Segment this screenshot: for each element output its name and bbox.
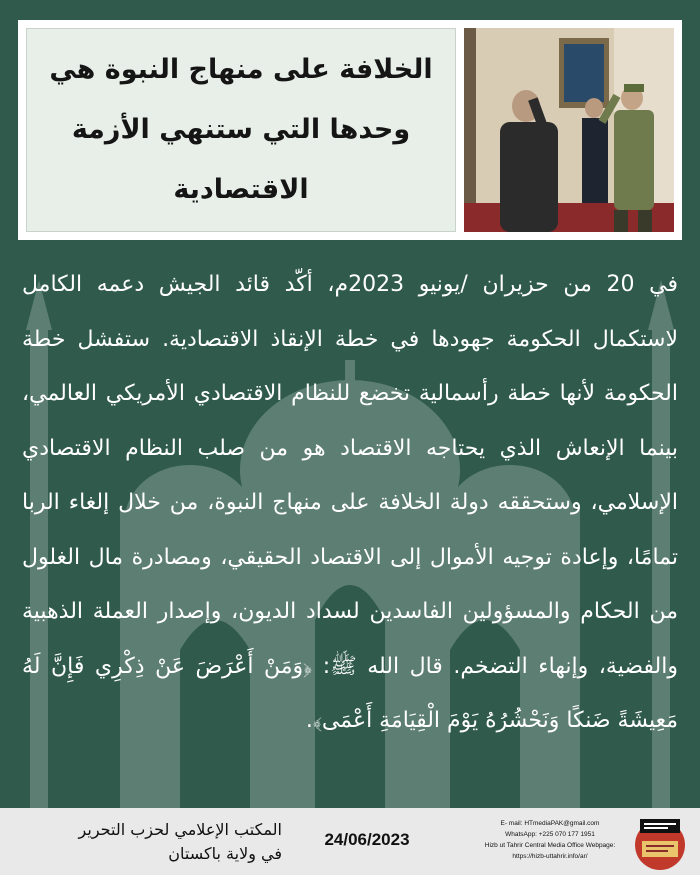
title-box (26, 28, 456, 232)
page-title (29, 40, 452, 220)
organization-logo-icon (628, 813, 692, 871)
release-date: 24/06/2023 (324, 830, 410, 849)
quran-verse: ﴿وَمَنْ أَعْرَضَ عَنْ ذِكْرِي فَإِنَّ لَهُ مَعِيشَةً ضَنكًا وَنَحْشُرُهُ يَوْمَ الْقِيَامَةِ أَعْمَى﴾. (22, 653, 678, 733)
contact-whatsapp: WhatsApp: +225 070 177 1951 (505, 831, 595, 838)
footer (0, 808, 700, 875)
article-paragraph: في 20 من حزيران /يونيو 2023م، أكّد قائد الجيش دعمه الكامل لاستكمال الحكومة جهودها في خطة الإنقاذ الاقتصادية. ستفشل خطة الحكومة لأنها خطة رأسمالية تخضع للنظام الاقتصادي الأمريكي العالمي، بينما الإنعاش الذي يحتاجه الاقتصاد هو من صلب النظام الاقتصادي الإسلامي، وستحققه دولة الخلافة على منهاج النبوة، من خلال إلغاء الربا تمامًا، وإعادة توجيه الأموال إلى الاقتصاد الحقيقي، ومصادرة مال الغلول من الحكام والمسؤولين الفاسدين لسداد الديون، وإصدار العملة الذهبية والفضية، وإنهاء التضخم. قال الله ﷺ: (22, 272, 678, 679)
title-line-1: الخلافة على منهاج النبوة هي (49, 54, 433, 85)
news-photo (464, 28, 674, 232)
contact-webpage-label: Hizb ut Tahrir Central Media Office Webpage: (484, 842, 616, 849)
contact-email: E- mail: HTmediaPAK@gmail.com (500, 820, 600, 827)
article-body (22, 258, 678, 749)
contact-webpage-url: https://hizb-uttahrir.info/ar/ (512, 853, 588, 860)
contact-info (480, 818, 620, 862)
title-line-2: وحدها التي ستنهي الأزمة (71, 114, 411, 145)
office-line-1: المكتب الإعلامي لحزب التحرير (78, 820, 282, 839)
office-line-2: في ولاية باكستان (168, 844, 282, 863)
media-office-name (22, 818, 282, 866)
title-line-3: الاقتصادية (173, 174, 309, 205)
